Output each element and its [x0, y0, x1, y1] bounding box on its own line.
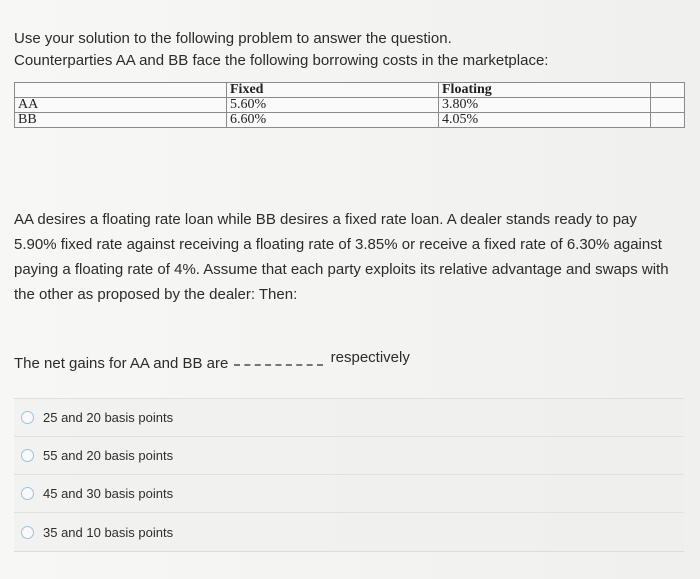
borrowing-costs-table [14, 82, 685, 128]
table-header-cell [651, 83, 685, 98]
answer-option-label: 25 and 20 basis points [43, 410, 174, 425]
intro-line-2: Counterparties AA and BB face the following borrowing costs in the marketplace: [14, 52, 549, 69]
table-cell-fixed: 5.60% [227, 98, 439, 113]
table-header-fixed: Fixed [227, 83, 439, 98]
table-row [15, 113, 685, 128]
description-line-4: the other as proposed by the dealer: Then: [14, 286, 298, 303]
answer-option[interactable] [14, 513, 684, 551]
radio-button-icon[interactable] [21, 526, 34, 539]
description-line-2: 5.90% fixed rate against receiving a floating rate of 3.85% or receive a fixed rate of 6.30% against [14, 236, 662, 253]
answer-option-label: 35 and 10 basis points [43, 524, 174, 540]
table-cell-fixed: 6.60% [227, 113, 439, 128]
intro-line-1: Use your solution to the following problem to answer the question. [14, 30, 452, 47]
answer-options [14, 398, 684, 552]
answer-blank [234, 354, 323, 366]
table-header-floating: Floating [439, 83, 651, 98]
table-header-row [15, 83, 685, 98]
table-cell-counterparty: BB [15, 113, 227, 128]
description-line-1: AA desires a floating rate loan while BB desires a fixed rate loan. A dealer stands ready to pay [14, 211, 637, 228]
answer-option-label: 45 and 30 basis points [43, 486, 174, 501]
question-prefix: The net gains for AA and BB are [14, 355, 229, 372]
table-row [15, 98, 685, 113]
answer-option[interactable] [14, 399, 684, 437]
description-line-3: paying a floating rate of 4%. Assume that each party exploits its relative advantage and swaps with [14, 261, 669, 278]
question-text [14, 349, 534, 376]
answer-option[interactable] [14, 437, 684, 475]
table-cell-counterparty: AA [15, 98, 227, 113]
table-header-cell [15, 83, 227, 98]
problem-description [14, 207, 692, 307]
radio-button-icon[interactable] [21, 411, 34, 424]
question-suffix: respectively [330, 349, 410, 366]
table-cell-floating: 3.80% [439, 98, 651, 113]
radio-button-icon[interactable] [21, 487, 34, 500]
table-cell-extra [651, 98, 685, 113]
answer-option[interactable] [14, 475, 684, 513]
intro-text [14, 28, 664, 72]
answer-option-label: 55 and 20 basis points [43, 448, 174, 463]
radio-button-icon[interactable] [21, 449, 34, 462]
table-cell-extra [651, 113, 685, 128]
table-cell-floating: 4.05% [439, 113, 651, 128]
